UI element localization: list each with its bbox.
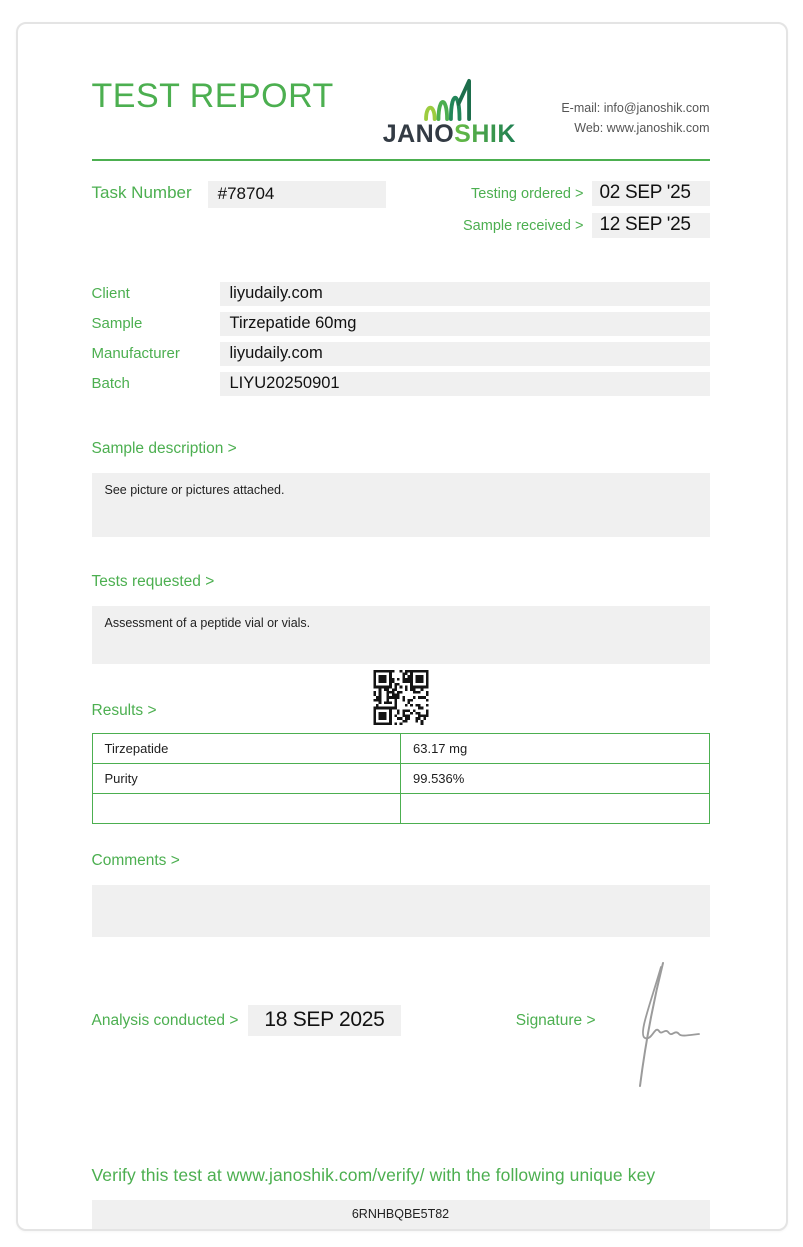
client-label: Client (91, 285, 130, 302)
sample-info-section (92, 282, 710, 396)
chart-logo-icon (419, 78, 479, 122)
tests-requested-heading: Tests requested > (91, 573, 215, 590)
result-value: 63.17 mg (401, 734, 710, 764)
batch-label: Batch (91, 375, 130, 392)
manufacturer-value: liyudaily.com (220, 342, 710, 366)
unique-key: 6RNHBQBE5T82 (92, 1200, 710, 1229)
manufacturer-row (92, 342, 710, 366)
testing-ordered-value: 02 SEP '25 (592, 181, 710, 206)
testing-ordered-row (463, 181, 710, 206)
sample-received-row (463, 213, 710, 238)
batch-value: LIYU20250901 (220, 372, 710, 396)
client-row (92, 282, 710, 306)
analysis-conducted-label: Analysis conducted > (91, 1012, 239, 1029)
sample-description-box: See picture or pictures attached. (92, 473, 710, 537)
header-divider (92, 159, 710, 161)
sample-received-label: Sample received > (463, 217, 584, 234)
page-title: TEST REPORT (91, 77, 334, 115)
report-card (16, 22, 788, 1231)
results-heading: Results > (91, 702, 157, 719)
task-number-label: Task Number (91, 183, 192, 202)
signature-label: Signature > (515, 1012, 596, 1029)
batch-row (92, 372, 710, 396)
tests-requested-box: Assessment of a peptide vial or vials. (92, 606, 710, 664)
results-section (92, 678, 710, 824)
sample-description-heading: Sample description > (91, 440, 237, 457)
dates-group (463, 181, 710, 238)
sample-received-value: 12 SEP '25 (592, 213, 710, 238)
result-value (401, 794, 710, 824)
verify-instruction: Verify this test at www.janoshik.com/verify/ with the following unique key (91, 1165, 656, 1185)
task-number-value: #78704 (208, 181, 386, 208)
contact-email: E-mail: info@janoshik.com (561, 101, 710, 115)
qr-code (373, 670, 428, 725)
result-analyte (92, 794, 401, 824)
manufacturer-label: Manufacturer (91, 345, 180, 362)
result-value: 99.536% (401, 764, 710, 794)
task-number-group (92, 181, 386, 238)
sample-label: Sample (91, 315, 143, 332)
comments-box (92, 885, 710, 937)
results-table (92, 733, 710, 824)
testing-ordered-label: Testing ordered > (471, 185, 584, 202)
signature-image (600, 959, 710, 1089)
logo-wordmark (362, 120, 537, 149)
signature-group (516, 1005, 710, 1089)
contact-web: Web: www.janoshik.com (574, 121, 710, 135)
task-row (92, 181, 710, 238)
sample-row (92, 312, 710, 336)
janoshik-logo (362, 78, 537, 149)
logo-shik-text: SHIK (454, 120, 516, 148)
contact-info (561, 78, 709, 138)
logo-jano-text: JANO (382, 120, 455, 148)
analysis-signature-row (92, 1005, 710, 1089)
result-analyte: Purity (92, 764, 401, 794)
table-row (92, 794, 709, 824)
comments-heading: Comments > (91, 852, 180, 869)
client-value: liyudaily.com (220, 282, 710, 306)
table-row (92, 734, 709, 764)
sample-value: Tirzepatide 60mg (220, 312, 710, 336)
result-analyte: Tirzepatide (92, 734, 401, 764)
report-content (18, 24, 786, 1229)
table-row (92, 764, 709, 794)
report-header (92, 24, 710, 149)
analysis-conducted-value: 18 SEP 2025 (248, 1005, 400, 1036)
